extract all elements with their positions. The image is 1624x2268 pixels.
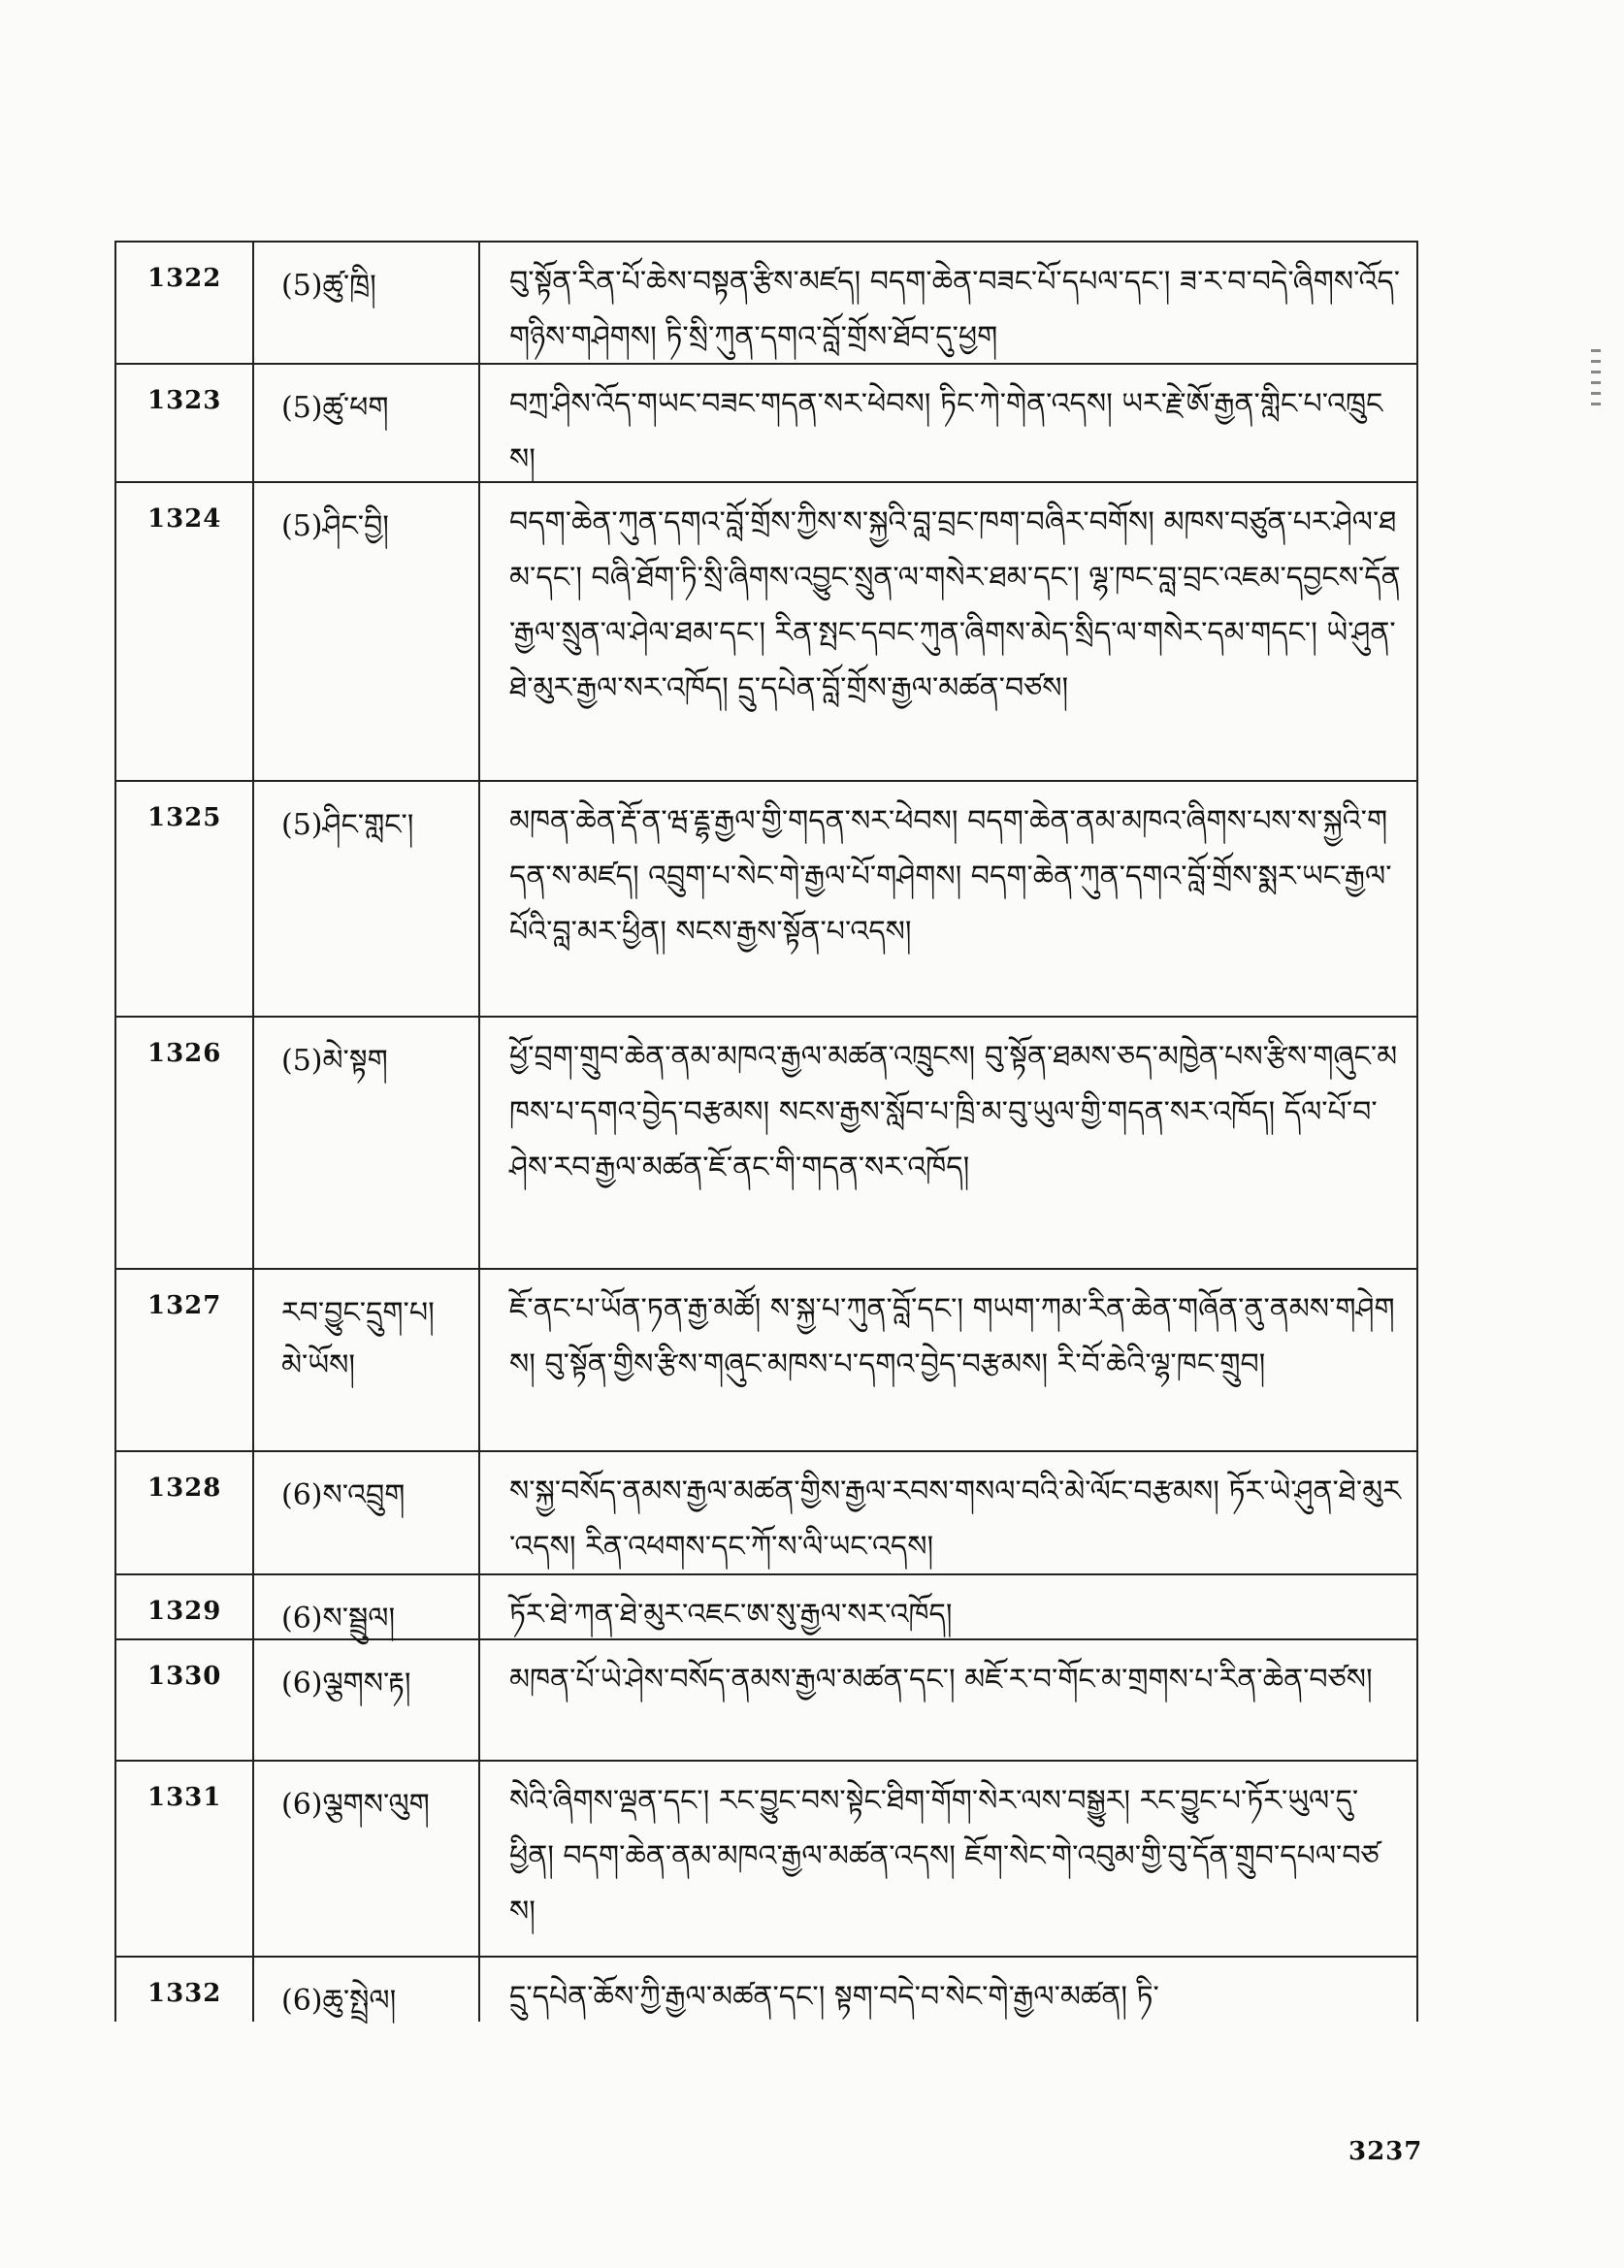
year-name: (6)ཆུ་སྤྲེལ། [254, 1958, 480, 2022]
table-row [116, 1958, 1416, 2022]
table-row [116, 782, 1416, 1018]
year-name: (5)མེ་སྟག [254, 1018, 480, 1268]
year-number: 1329 [116, 1575, 254, 1638]
year-name: (5)ཚུ་ཁྲི། [254, 243, 480, 363]
year-name: (6)ལྕགས་ལུག [254, 1762, 480, 1956]
event-description: ཇོ་ནང་པ་ཡོན་ཏན་རྒྱ་མཚོ། ས་སྐྱ་པ་ཀུན་བློ་དང་། གཡག་ཀམ་རིན་ཆེན་གཞོན་ནུ་ནམས་གཤེགས། བུ་སྟོན་གྱིས་རྩིས་གཞུང་མཁས་པ་དགའ་བྱེད་བརྩམས། རི་བོ་ཆེའི་ལྷ་ཁང་གྲུབ། [509, 1292, 1395, 1381]
table-row [116, 1762, 1416, 1958]
year-number: 1331 [116, 1762, 254, 1956]
year-number: 1323 [116, 365, 254, 481]
event-description: བཀྲ་ཤིས་འོད་གཡང་བཟང་གདན་སར་ཕེབས། ཏིང་ཀེ་གེན་འདས། ཡར་རྗེ་ཨོ་རྒྱན་གླིང་པ་འཁྲུངས། [509, 387, 1383, 476]
year-number: 1326 [116, 1018, 254, 1268]
year-name: (5)ཤིང་བྱི། [254, 483, 480, 780]
year-name: རབ་བྱུང་དྲུག་པ། མེ་ཡོས། [254, 1270, 480, 1450]
year-number: 1332 [116, 1958, 254, 2022]
page-number: 3237 [1348, 2137, 1423, 2166]
event-description: ཏོར་ཐེ་ཀན་ཐེ་མུར་འཇང་ཨ་སུ་རྒྱལ་སར་འཁོད། [509, 1598, 953, 1632]
table-row [116, 1018, 1416, 1270]
event-description: མཁན་པོ་ཡེ་ཤེས་བསོད་ནམས་རྒྱལ་མཚན་དང་། མཇོ་ར་བ་གོང་མ་གྲགས་པ་རིན་ཆེན་བཙས། [509, 1663, 1373, 1697]
table-row [116, 1452, 1416, 1575]
year-name: (6)ས་འབྲུག [254, 1452, 480, 1573]
table-row [116, 1575, 1416, 1640]
event-description: ཕྱོ་བྲག་གྲུབ་ཆེན་ནམ་མཁའ་རྒྱལ་མཚན་འཁྲུངས། བུ་སྟོན་ཐམས་ཅད་མཁྱེན་པས་རྩིས་གཞུང་མཁས་པ་དགའ་བྱེད་བརྩམས། སངས་རྒྱས་སློབ་པ་ཁྲི་མ་བུ་ཡུལ་གྱི་གདན་སར་འཁོད། དོལ་པོ་བ་ཤེས་རབ་རྒྱལ་མཚན་ཇོ་ནང་གི་གདན་སར་འཁོད། [509, 1040, 1398, 1184]
year-name: (6)ས་སྦྲུལ། [254, 1575, 480, 1638]
year-number: 1327 [116, 1270, 254, 1450]
year-number: 1325 [116, 782, 254, 1016]
year-name: (6)ལྕགས་རྟ། [254, 1640, 480, 1760]
table-row [116, 483, 1416, 782]
event-description: བུ་སྟོན་རིན་པོ་ཆེས་བསྟན་རྩིས་མཛད། བདག་ཆེན་བཟང་པོ་དཔལ་དང་། ཟ་ར་བ་བདེ་ཞིགས་འོད་གཉིས་གཤེགས། ཏི་སྲི་ཀུན་དགའ་བློ་གྲོས་ཐོབ་དུ་ཕྱག [509, 265, 1401, 354]
event-description: སེའི་ཞིགས་ལྡན་དང་། རང་བྱུང་བས་སྟེང་ཐིག་གོག་སེར་ལས་བསྒྱུར། རང་བྱུང་པ་ཏོར་ཡུལ་དུ་ཕྱིན། བདག་ཆེན་ནམ་མཁའ་རྒྱལ་མཚན་འདས། ཇོག་སེང་གེ་འབུམ་གྱི་བུ་དོན་གྲུབ་དཔལ་བཙས། [509, 1784, 1380, 1928]
event-description: བདག་ཆེན་ཀུན་དགའ་བློ་གྲོས་ཀྱིས་ས་སྐྱའི་བླ་བྲང་ཁག་བཞིར་བགོས། མཁས་བཙུན་པར་ཤེལ་ཐམ་དང་། བཞི་ཐོག་ཏི་སྲི་ཞིགས་འབྱུང་སྲུན་ལ་གསེར་ཐམ་དང་། ལྷ་ཁང་བླ་བྲང་འཇམ་དབྱངས་དོན་རྒྱལ་སྲུན་ལ་ཤེལ་ཐམ་དང་། རིན་སྤང་དབང་ཀུན་ཞིགས་མེད་སྲིད་ལ་གསེར་དམ་གདང་། ཡེ་ཤུན་ཐེ་མུར་རྒྱལ་སར་འཁོད། དྲུ་དཔེན་བློ་གྲོས་རྒྱལ་མཚན་བཙས། [509, 505, 1401, 705]
event-description: དྲུ་དཔེན་ཆོས་ཀྱི་རྒྱལ་མཚན་དང་། སྟག་བདེ་བ་སེང་གེ་རྒྱལ་མཚན། ཏི་ [509, 1980, 1159, 2014]
table-row [116, 243, 1416, 365]
event-description: ས་སྐྱ་བསོད་ནམས་རྒྱལ་མཚན་གྱིས་རྒྱལ་རབས་གསལ་བའི་མེ་ལོང་བརྩམས། ཏོར་ཡེ་ཤུན་ཐེ་མུར་འདས། རིན་འཕགས་དང་ཀོ་ས་ལི་ཡང་འདས། [509, 1474, 1401, 1564]
chronology-table [114, 241, 1418, 2022]
year-number: 1328 [116, 1452, 254, 1573]
year-number: 1322 [116, 243, 254, 363]
year-number: 1330 [116, 1640, 254, 1760]
year-number: 1324 [116, 483, 254, 780]
table-row [116, 1270, 1416, 1452]
year-name: (5)ཤིང་གླང་། [254, 782, 480, 1016]
year-name: (5)ཚུ་ཕག [254, 365, 480, 481]
table-row [116, 365, 1416, 483]
event-description: མཁན་ཆེན་རྡོ་ན་ཝ་རྡྷ་རྒྱལ་གྱི་གདན་སར་ཕེབས། བདག་ཆེན་ནམ་མཁའ་ཞིགས་པས་ས་སྐྱའི་གདན་ས་མཛད། འབྲུག་པ་སེང་གེ་རྒྱལ་པོ་གཤེགས། བདག་ཆེན་ཀུན་དགའ་བློ་གྲོས་སྨར་ཡང་རྒྱལ་པོའི་བླ་མར་ཕྱིན། སངས་རྒྱས་སྟོན་པ་འདས། [509, 804, 1392, 949]
margin-scan-marks [1591, 349, 1603, 543]
table-row [116, 1640, 1416, 1762]
